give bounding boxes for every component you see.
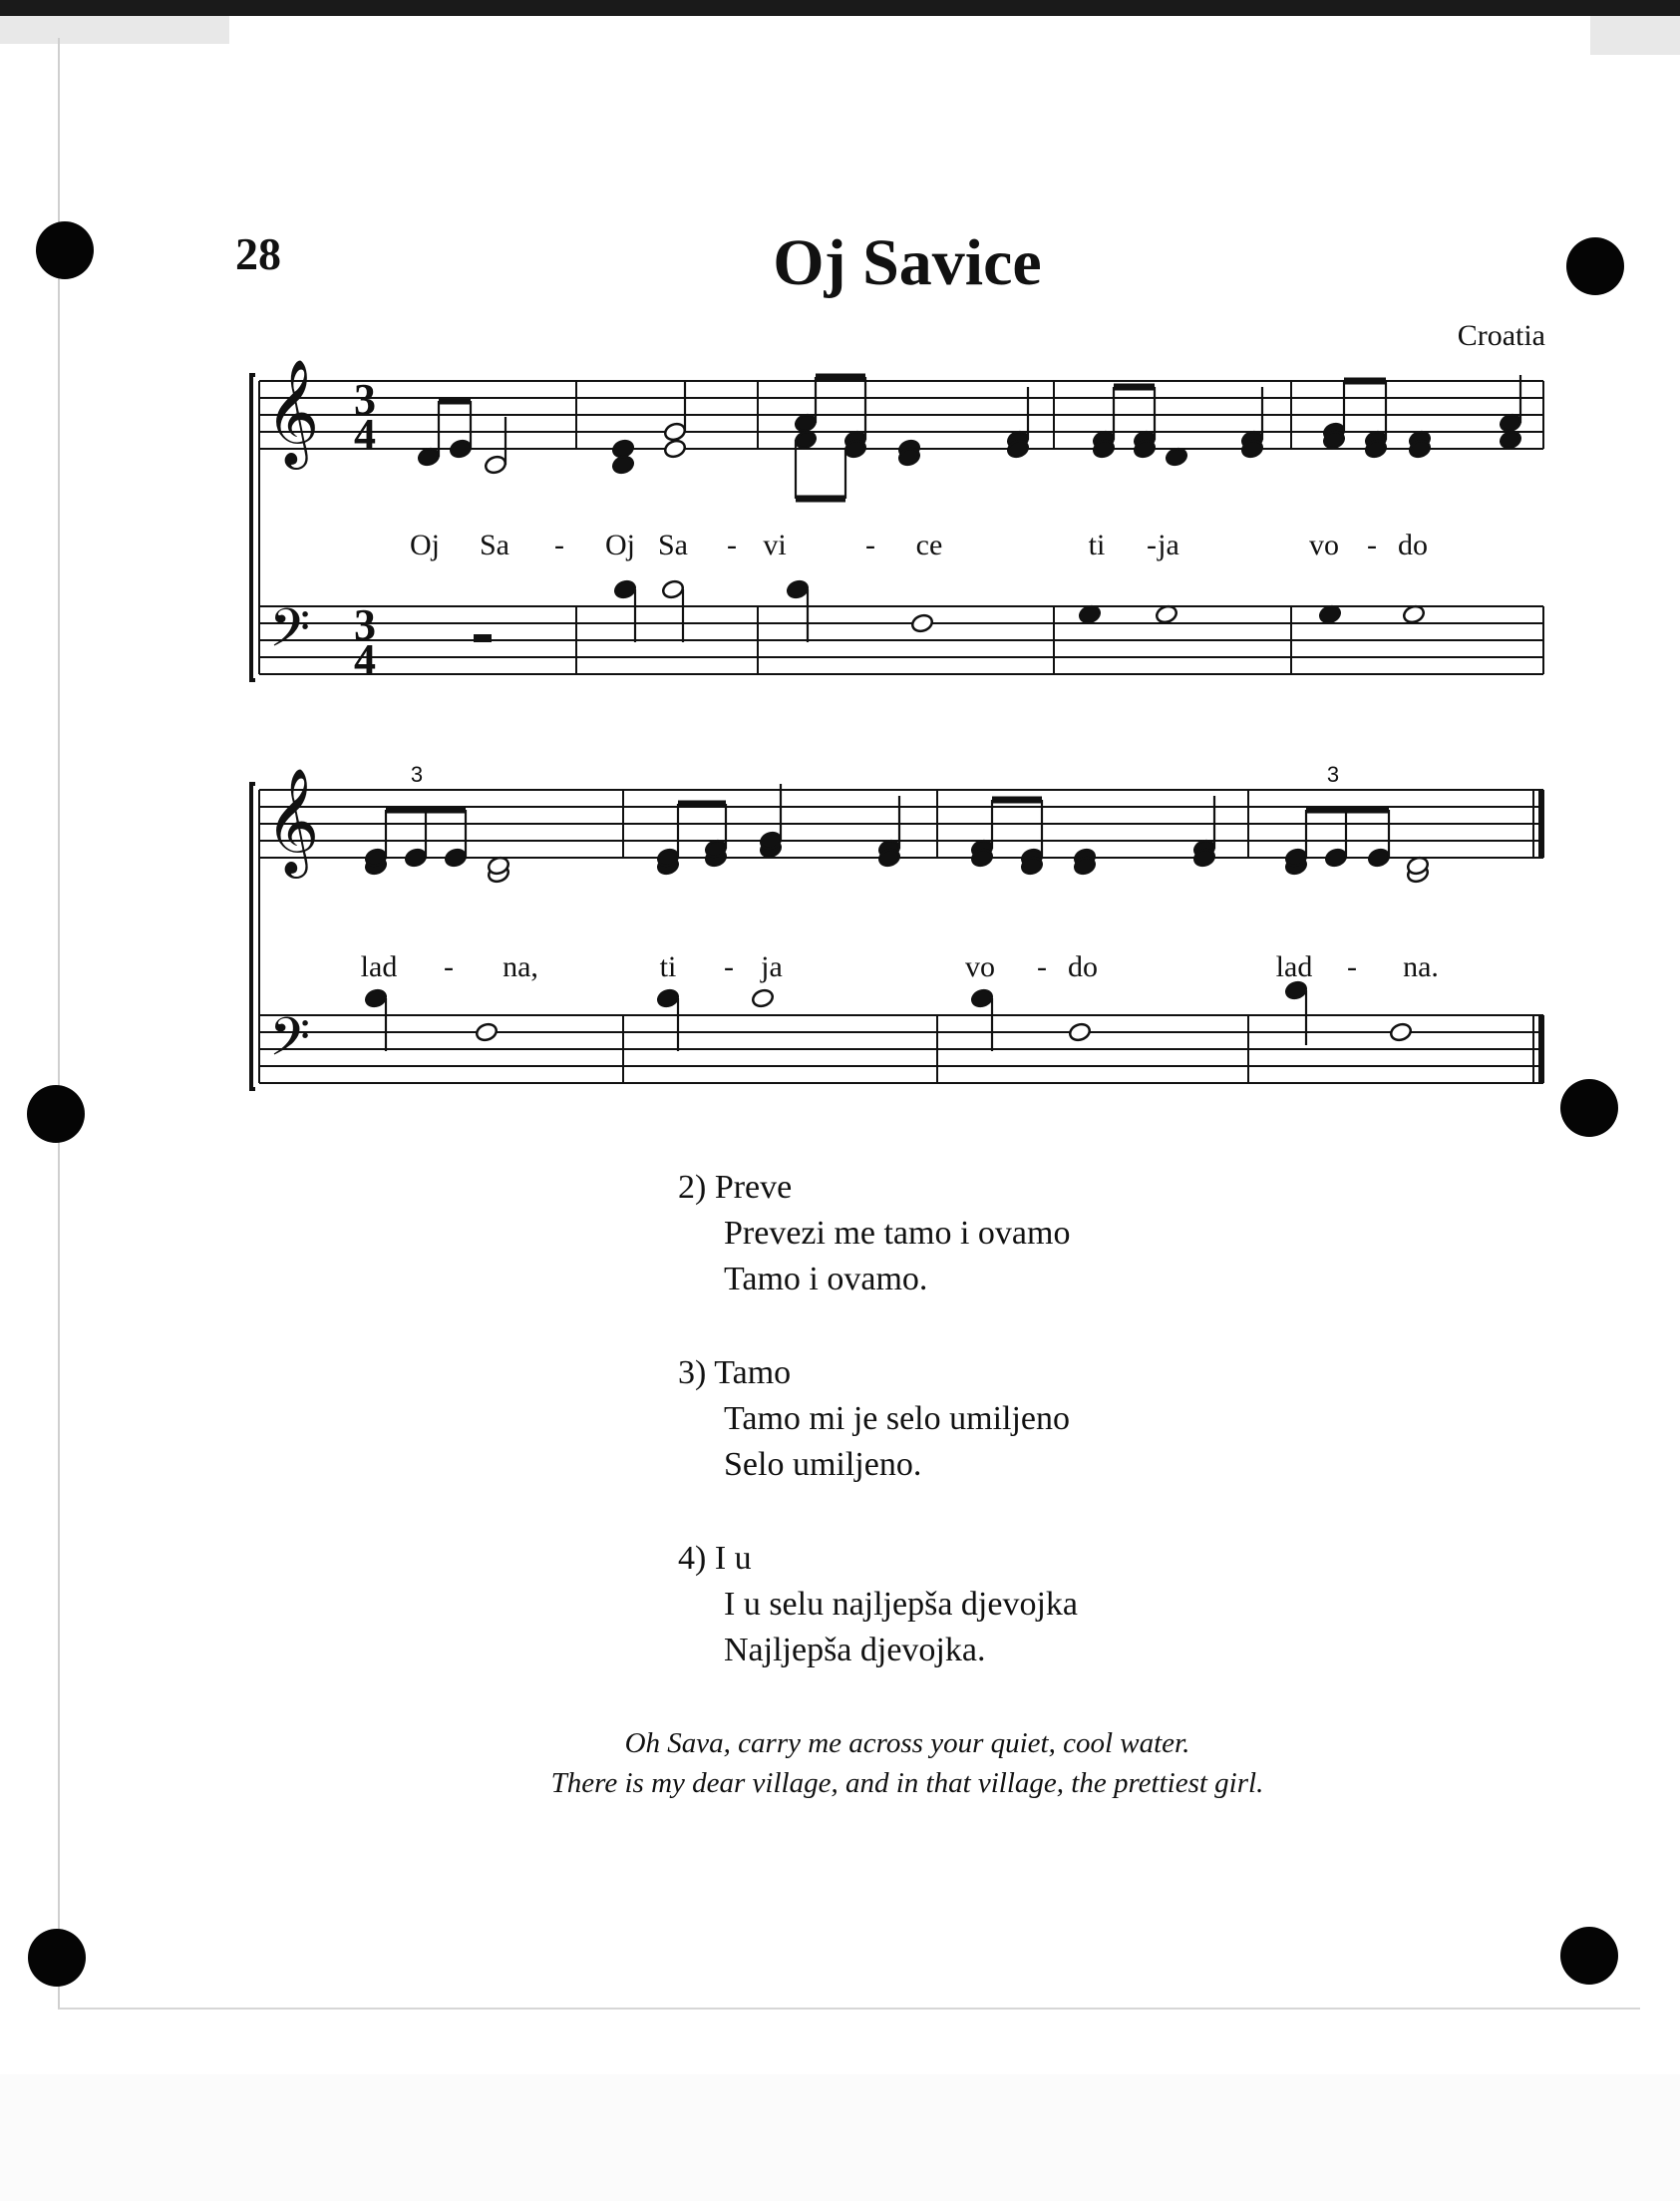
note-head: [1367, 848, 1391, 869]
song-title: Oj Savice: [773, 226, 1042, 299]
punch-hole: [28, 1929, 86, 1987]
note-head: [656, 988, 680, 1009]
verse-4: [678, 1536, 1276, 1673]
note-head: [449, 439, 473, 460]
note-head: [1068, 1022, 1092, 1043]
system-bracket: [251, 784, 255, 1089]
note-head: [364, 988, 388, 1009]
time-signature-top: 3: [354, 375, 376, 424]
note-head: [613, 579, 637, 600]
note-head: [786, 579, 810, 600]
lyric-syllable: ja: [761, 950, 783, 983]
lyric-syllable: ce: [915, 529, 943, 561]
lyric-syllable: ti: [659, 950, 677, 983]
lyric-syllable: -: [727, 529, 737, 561]
verse-line: Tamo i ovamo.: [724, 1261, 928, 1297]
lyric-syllable: -: [1037, 950, 1047, 983]
note-head: [1324, 848, 1348, 869]
translation-line: Oh Sava, carry me across your quiet, cool water.: [624, 1727, 1190, 1759]
system-braces: [251, 375, 255, 1089]
verse-line: Tamo mi je selo umiljeno: [724, 1400, 1071, 1437]
song-origin: Croatia: [1457, 319, 1545, 352]
lyrics-system-1: [410, 529, 1428, 561]
verse-3: [678, 1350, 1276, 1488]
lyric-syllable: -: [865, 529, 875, 561]
note-head: [663, 439, 687, 460]
note-head: [1389, 1022, 1413, 1043]
lyric-syllable: vo: [1309, 529, 1339, 561]
treble-clef: 𝄞: [265, 767, 320, 874]
page-number: 28: [235, 228, 281, 279]
whole-rest: [474, 634, 492, 642]
treble-clef: 𝄞: [265, 358, 320, 465]
lyric-syllable: ja: [1158, 529, 1179, 561]
bass-clef: 𝄢: [269, 1007, 311, 1081]
lyric-syllable: -: [1347, 950, 1357, 983]
lyric-syllable: vo: [965, 950, 995, 983]
note-head: [611, 455, 635, 476]
lyric-syllable: -: [444, 950, 454, 983]
note-head: [663, 422, 687, 443]
verse-line: I u selu najljepša djevojka: [724, 1586, 1079, 1623]
note-head: [475, 1022, 499, 1043]
verse-line: Najljepša djevojka.: [724, 1632, 986, 1668]
lyric-syllable: na,: [503, 950, 538, 983]
lyric-syllable: Oj: [605, 529, 635, 561]
system-bracket: [251, 375, 255, 680]
lyric-syllable: lad: [360, 950, 398, 983]
punch-hole: [1560, 1927, 1618, 1985]
bass-clef: 𝄢: [269, 598, 311, 672]
note-head: [444, 848, 468, 869]
lyric-syllable: do: [1398, 529, 1428, 561]
lyric-syllable: Sa: [480, 529, 509, 561]
note-head: [661, 579, 685, 600]
lyric-syllable: lad: [1275, 950, 1313, 983]
lyric-syllable: ti: [1088, 529, 1106, 561]
lyric-syllable: -: [554, 529, 564, 561]
verse-line: Prevezi me tamo i ovamo: [724, 1215, 1071, 1252]
lyric-syllable: vi: [763, 529, 787, 561]
verses: [678, 1165, 1276, 1721]
clefs: [265, 358, 376, 1081]
verse-line: Selo umiljeno.: [724, 1446, 922, 1483]
time-signature-bottom: 4: [354, 635, 376, 684]
verse-line: 2) Preve: [678, 1169, 793, 1206]
english-translation: [379, 1723, 1436, 1803]
lyric-syllable: -: [724, 950, 734, 983]
tuplet-label: 3: [1326, 762, 1340, 787]
verse-line: 4) I u: [678, 1540, 752, 1577]
verse-line: 3) Tamo: [678, 1354, 792, 1391]
lyric-syllable: Sa: [658, 529, 688, 561]
note-head: [404, 848, 428, 869]
note-head: [910, 613, 934, 634]
note-head: [751, 988, 775, 1009]
lyric-syllable: do: [1068, 950, 1098, 983]
lyrics-system-2: [361, 950, 1439, 983]
scan-shadow: [0, 2074, 1680, 2201]
time-signature-top: 3: [354, 600, 376, 649]
note-head: [970, 988, 994, 1009]
translation-line: There is my dear village, and in that village, the prettiest girl.: [550, 1767, 1264, 1799]
note-head: [484, 455, 507, 476]
verse-2: [678, 1165, 1276, 1302]
lyric-syllable: -: [1147, 529, 1157, 561]
lyric-syllable: -: [1367, 529, 1377, 561]
lyric-syllable: na.: [1403, 950, 1439, 983]
time-signature-bottom: 4: [354, 410, 376, 459]
tuplet-label: 3: [410, 762, 424, 787]
lyric-syllable: Oj: [410, 529, 440, 561]
